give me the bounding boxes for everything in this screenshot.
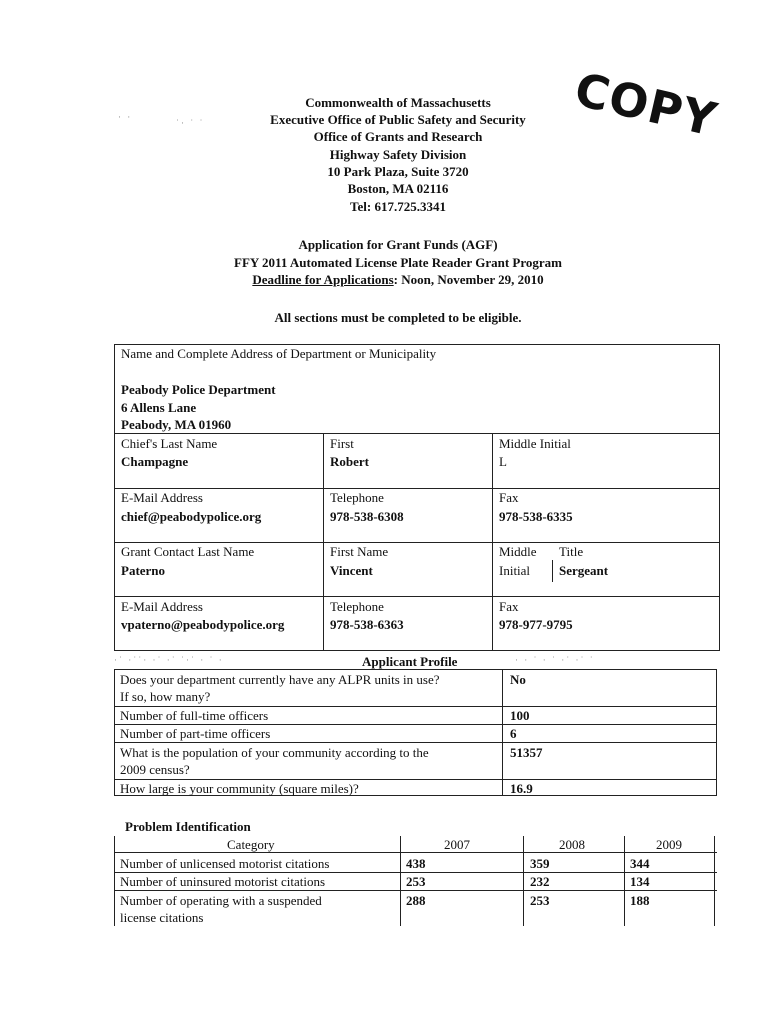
chief-first-name-label: First <box>330 436 354 451</box>
column-header-2009: 2009 <box>656 837 682 852</box>
divider <box>114 890 717 891</box>
eligibility-notice: All sections must be completed to be eligible. <box>274 310 522 325</box>
contact-last-name-value: Paterno <box>121 563 166 578</box>
department-street: 6 Allens Lane <box>121 400 197 415</box>
problem-identification-heading: Problem Identification <box>125 819 251 834</box>
problem-category-continued: license citations <box>120 910 204 925</box>
problem-value: 188 <box>630 893 650 908</box>
profile-question: If so, how many? <box>120 689 211 704</box>
problem-value: 253 <box>530 893 550 908</box>
chief-fax-label: Fax <box>499 490 519 505</box>
contact-last-name-label: Grant Contact Last Name <box>121 544 255 559</box>
chief-last-name-label: Chief's Last Name <box>121 436 218 451</box>
divider <box>114 742 717 743</box>
contact-first-name-value: Vincent <box>330 563 373 578</box>
column-header-2007: 2007 <box>444 837 470 852</box>
scan-noise: · · ˙ · ˙ ·˙ ·˙ ˙ <box>515 655 595 665</box>
problem-category: Number of operating with a suspended <box>120 893 322 908</box>
header-line: Office of Grants and Research <box>313 129 483 144</box>
department-label: Name and Complete Address of Department or Municipality <box>121 346 437 361</box>
divider <box>523 836 524 926</box>
chief-middle-initial-value: L <box>499 454 507 469</box>
chief-email-label: E-Mail Address <box>121 490 203 505</box>
profile-question: 2009 census? <box>120 762 190 777</box>
profile-answer: No <box>510 672 526 687</box>
divider <box>114 596 720 597</box>
divider <box>714 836 715 926</box>
contact-title-value: Sergeant <box>559 563 609 578</box>
deadline-label: Deadline for Applications <box>252 272 394 287</box>
problem-value: 344 <box>630 856 650 871</box>
header-line: Boston, MA 02116 <box>347 181 449 196</box>
contact-telephone-value: 978-538-6363 <box>330 617 404 632</box>
divider <box>114 724 717 725</box>
problem-category: Number of unlicensed motorist citations <box>120 856 330 871</box>
chief-telephone-value: 978-538-6308 <box>330 509 404 524</box>
problem-value: 134 <box>630 874 650 889</box>
header-line: Commonwealth of Massachusetts <box>305 95 491 110</box>
scan-noise: · · <box>118 112 133 122</box>
department-city: Peabody, MA 01960 <box>121 417 232 432</box>
contact-middle-label: Middle <box>499 544 537 559</box>
header-line: 10 Park Plaza, Suite 3720 <box>327 164 469 179</box>
divider <box>552 560 553 582</box>
contact-title-label: Title <box>559 544 584 559</box>
deadline-value: : Noon, November 29, 2010 <box>393 272 544 287</box>
divider <box>114 779 717 780</box>
column-header-2008: 2008 <box>559 837 585 852</box>
profile-answer: 100 <box>510 708 530 723</box>
contact-email-value: vpaterno@peabodypolice.org <box>121 617 285 632</box>
program-title: FFY 2011 Automated License Plate Reader Grant Program <box>234 255 562 270</box>
divider <box>114 852 717 853</box>
header-line: Highway Safety Division <box>329 147 467 162</box>
problem-category: Number of uninsured motorist citations <box>120 874 326 889</box>
profile-answer: 51357 <box>510 745 543 760</box>
chief-first-name-value: Robert <box>330 454 369 469</box>
divider <box>114 488 720 489</box>
header-line: Tel: 617.725.3341 <box>350 199 446 214</box>
divider <box>492 433 493 651</box>
contact-email-label: E-Mail Address <box>121 599 203 614</box>
divider <box>114 433 720 434</box>
divider <box>114 872 717 873</box>
contact-fax-label: Fax <box>499 599 519 614</box>
profile-question: Number of full-time officers <box>120 708 269 723</box>
header-line: Executive Office of Public Safety and Security <box>270 112 526 127</box>
column-header-category: Category <box>227 837 275 852</box>
divider <box>114 706 717 707</box>
chief-email-value: chief@peabodypolice.org <box>121 509 262 524</box>
scan-noise: ˙· ˙ ˙ <box>176 118 205 128</box>
problem-value: 288 <box>406 893 426 908</box>
problem-value: 253 <box>406 874 426 889</box>
problem-value: 438 <box>406 856 426 871</box>
chief-middle-initial-label: Middle Initial <box>499 436 571 451</box>
chief-last-name-value: Champagne <box>121 454 189 469</box>
application-title: Application for Grant Funds (AGF) <box>298 237 498 252</box>
contact-telephone-label: Telephone <box>330 599 384 614</box>
contact-initial-label: Initial <box>499 563 531 578</box>
department-name: Peabody Police Department <box>121 382 276 397</box>
profile-question: How large is your community (square miles)? <box>120 781 359 796</box>
applicant-profile-heading: Applicant Profile <box>362 654 458 669</box>
profile-answer: 6 <box>510 726 517 741</box>
divider <box>323 433 324 651</box>
chief-fax-value: 978-538-6335 <box>499 509 573 524</box>
divider <box>114 542 720 543</box>
profile-question: Number of part-time officers <box>120 726 271 741</box>
chief-telephone-label: Telephone <box>330 490 384 505</box>
problem-value: 359 <box>530 856 550 871</box>
deadline-line <box>0 271 770 288</box>
divider <box>624 836 625 926</box>
profile-answer: 16.9 <box>510 781 533 796</box>
divider <box>400 836 401 926</box>
profile-question: What is the population of your community according to the <box>120 745 429 760</box>
problem-value: 232 <box>530 874 550 889</box>
copy-stamp: COPY <box>569 62 723 147</box>
divider <box>114 836 115 926</box>
contact-first-name-label: First Name <box>330 544 389 559</box>
contact-fax-value: 978-977-9795 <box>499 617 573 632</box>
scan-noise: ·˙ ·˙˙· ·˙ ·˙ ˙·˙ · ˙ · <box>114 655 224 665</box>
divider <box>502 669 503 796</box>
profile-question: Does your department currently have any ALPR units in use? <box>120 672 440 687</box>
